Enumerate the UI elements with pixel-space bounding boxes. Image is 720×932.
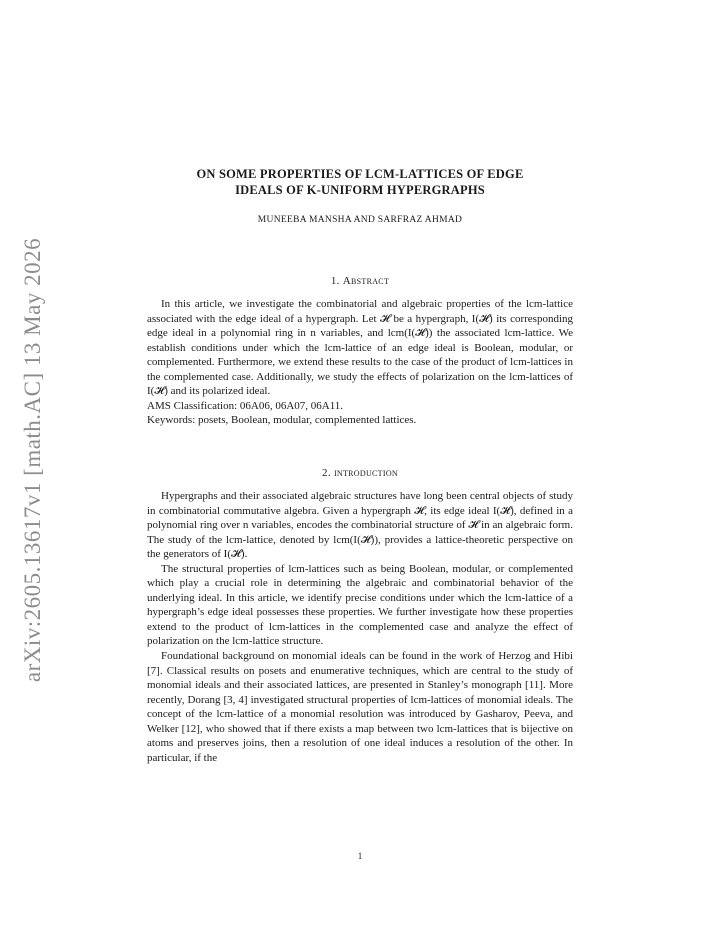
intro-paragraph: Hypergraphs and their associated algebraic structures have long been central objects of study in combinatorial commutative algebra. Given a hypergraph 𝓗, its edge ideal I(𝓗), defined in a polynomial ring over n variables, encodes the combinatorial structure of 𝓗 in an algebraic form. The study of the lcm-lattice, denoted by lcm(I(𝓗)), provides a lattice-theoretic perspective on the generators of I(𝓗).: [147, 490, 573, 561]
arxiv-identifier: arXiv:2605.13617v1 [math.AC] 13 May 2026: [20, 237, 45, 683]
intro-paragraph: Foundational background on monomial ideals can be found in the work of Herzog and Hibi [7]. Classical results on posets and enumerative techniques, which are central to the study of monomial ideals and their associated lattices, are presented in Stanley’s monograph [11]. More recently, Dorang [3, 4] investigated structural properties of lcm-lattices of monomial ideals. The concept of the lcm-lattice of a monomial resolution was introduced by Gasharov, Peeva, and Welker [12], who showed that if there exists a map between two lcm-lattices that is bijective on atoms and preserves joins, then a resolution of one ideal induces a resolution of the other. In particular, if the: [147, 650, 573, 764]
title-line-1: ON SOME PROPERTIES OF LCM-LATTICES OF EDGE: [196, 167, 524, 181]
introduction-body: [147, 489, 573, 765]
paper-authors: MUNEEBA MANSHA AND SARFRAZ AHMAD: [257, 215, 463, 225]
ams-classification: AMS Classification: 06A06, 06A07, 06A11.: [147, 399, 344, 412]
arxiv-stamp: [18, 237, 48, 683]
title-line-2: IDEALS OF K-UNIFORM HYPERGRAPHS: [235, 183, 485, 197]
paper-title: [147, 166, 573, 198]
introduction-heading: [147, 467, 573, 479]
intro-paragraph: The structural properties of lcm-lattices such as being Boolean, modular, or complemented which play a crucial role in determining the algebraic and combinatorial behavior of the underlying ideal. In this article, we identify precise conditions under which the lcm-lattice of a hypergraph’s edge ideal possesses these properties. We further investigate how these properties extend to the product of lcm-lattices in the complemented case and analyze the effect of polarization on the lcm-lattice structure.: [147, 562, 573, 648]
abstract-paragraph: In this article, we investigate the combinatorial and algebraic properties of the lcm-lattice associated with the edge ideal of a hypergraph. Let 𝓗 be a hypergraph, I(𝓗) its corresponding edge ideal in a polynomial ring in n variables, and lcm(I(𝓗)) the associated lcm-lattice. We establish conditions under which the lcm-lattice of an edge ideal is Boolean, modular, or complemented. Furthermore, we extend these results to the case of the product of lcm-lattices in the complemented case. Additionally, we study the effects of polarization on the lcm-lattices of I(𝓗) and its polarized ideal.: [147, 298, 573, 398]
abstract-body: [147, 297, 573, 428]
page-number: 1: [357, 851, 363, 861]
abstract-heading: [147, 275, 573, 287]
introduction-number: 2.: [322, 467, 331, 479]
abstract-number: 1.: [330, 275, 340, 287]
keywords: Keywords: posets, Boolean, modular, complemented lattices.: [147, 414, 417, 427]
introduction-title: introduction: [333, 467, 398, 479]
abstract-title: Abstract: [342, 275, 390, 287]
